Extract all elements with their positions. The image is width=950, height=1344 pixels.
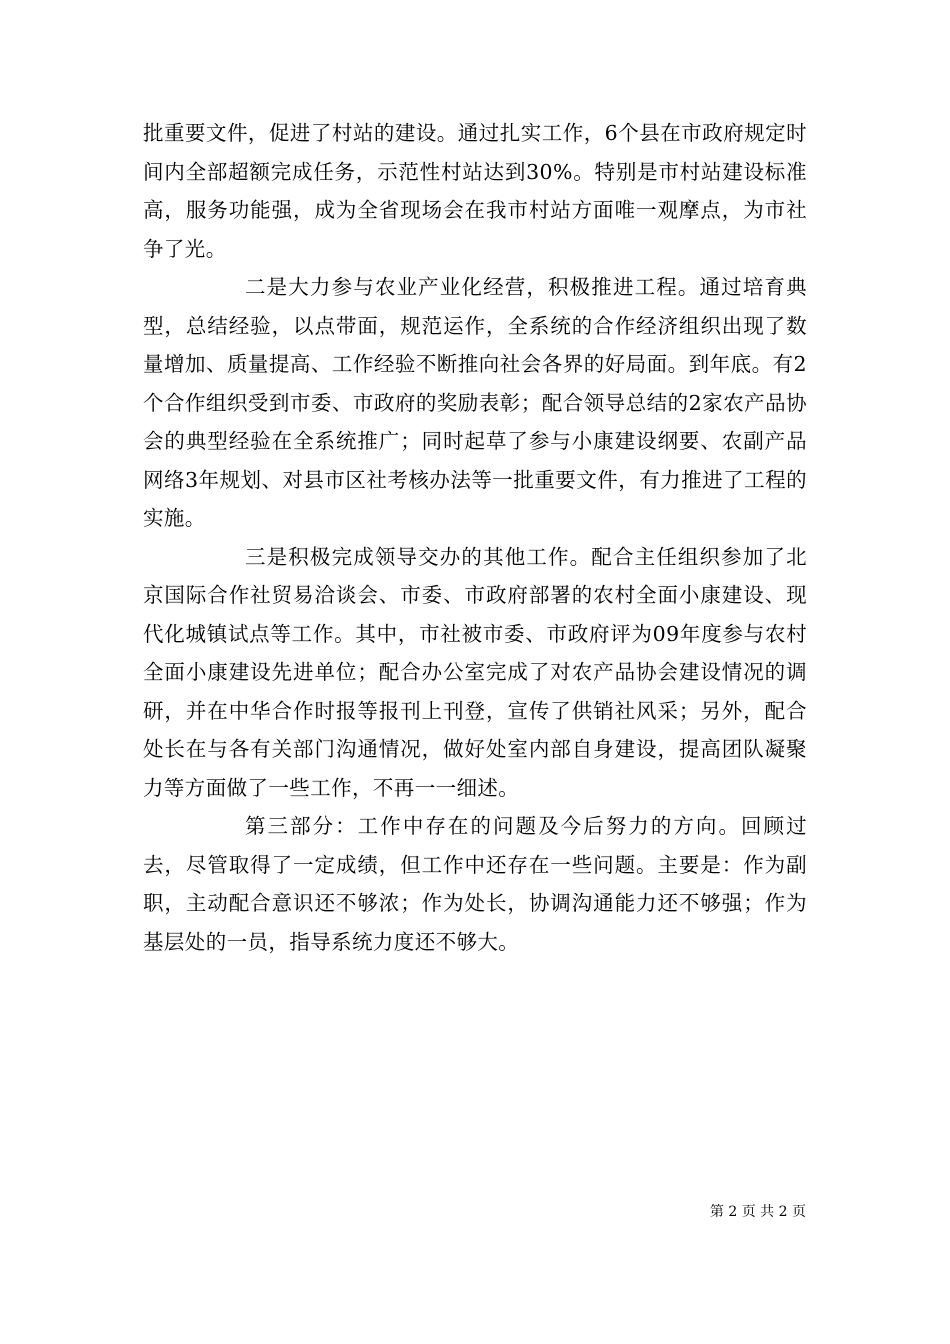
- paragraph-point-two: 二是大力参与农业产业化经营，积极推进工程。通过培育典型，总结经验，以点带面，规范运作，全系统的合作经济组织出现了数量增加、质量提高、工作经验不断推向社会各界的好局面。到年底。有2个合作组织受到市委、市政府的奖励表彰；配合领导总结的2家农产品协会的典型经验在全系统推广；同时起草了参与小康建设纲要、农副产品网络3年规划、对县市区社考核办法等一批重要文件，有力推进了工程的实施。: [143, 275, 807, 530]
- paragraph-continuation: 批重要文件，促进了村站的建设。通过扎实工作，6个县在市政府规定时间内全部超额完成任务，示范性村站达到30%。特别是市村站建设标准高，服务功能强，成为全省现场会在我市村站方面唯一观摩点，为市社争了光。: [143, 121, 807, 261]
- page-number-footer: 第 2 页 共 2 页: [709, 1204, 806, 1220]
- paragraph-point-three: 三是积极完成领导交办的其他工作。配合主任组织参加了北京国际合作社贸易洽谈会、市委、市政府部署的农村全面小康建设、现代化城镇试点等工作。其中，市社被市委、市政府评为09年度参与农村全面小康建设先进单位；配合办公室完成了对农产品协会建设情况的调研，并在中华合作时报等报刊上刊登，宣传了供销社风采；另外，配合处长在与各有关部门沟通情况，做好处室内部自身建设，提高团队凝聚力等方面做了一些工作，不再一一细述。: [143, 544, 807, 800]
- body-text: [143, 114, 807, 961]
- paragraph-part-three: 第三部分：工作中存在的问题及今后努力的方向。回顾过去，尽管取得了一定成绩，但工作中还存在一些问题。主要是：作为副职，主动配合意识还不够浓；作为处长，协调沟通能力还不够强；作为基层处的一员，指导系统力度还不够大。: [143, 814, 807, 954]
